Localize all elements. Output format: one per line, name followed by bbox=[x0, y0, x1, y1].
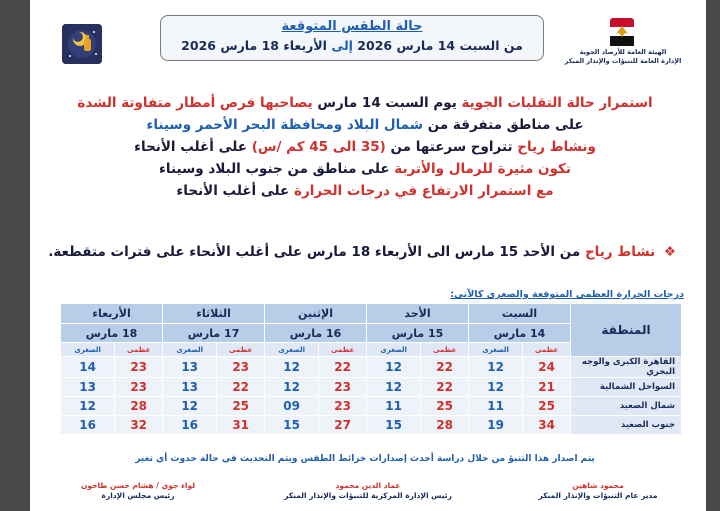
day-date: 18 مارس bbox=[61, 324, 163, 343]
min-temp: 12 bbox=[469, 357, 523, 378]
max-temp: 21 bbox=[523, 378, 571, 397]
table-row bbox=[61, 378, 682, 397]
intro-l4-a: تكون مثيرة للرمال والأتربة bbox=[394, 161, 571, 177]
min-temp: 12 bbox=[163, 397, 217, 416]
max-temp: 22 bbox=[217, 378, 265, 397]
max-temp: 28 bbox=[421, 416, 469, 435]
region-name: شمال الصعيد bbox=[571, 397, 682, 416]
wind-b: من الأحد 15 مارس الى الأربعاء 18 مارس bbox=[306, 244, 581, 260]
region-name: جنوب الصعيد bbox=[571, 416, 682, 435]
intro-line-1 bbox=[40, 92, 690, 114]
forecast-intro bbox=[40, 92, 690, 202]
max-temp: 24 bbox=[523, 357, 571, 378]
forecast-header bbox=[160, 15, 544, 61]
signature-1 bbox=[498, 481, 698, 501]
min-temp: 11 bbox=[367, 397, 421, 416]
max-temp: 25 bbox=[421, 397, 469, 416]
wind-c: على أغلب الأنحاء على فترات متقطعة. bbox=[48, 244, 303, 260]
max-temp: 31 bbox=[217, 416, 265, 435]
max-label: عظمى bbox=[115, 343, 163, 357]
min-temp: 12 bbox=[61, 397, 115, 416]
table-row bbox=[61, 397, 682, 416]
intro-l3-a: ونشاط رياح bbox=[517, 139, 596, 155]
intro-line-4 bbox=[40, 158, 690, 180]
max-temp: 23 bbox=[217, 357, 265, 378]
day-date: 14 مارس bbox=[469, 324, 571, 343]
max-temp: 22 bbox=[421, 357, 469, 378]
dates-to-word: إلى bbox=[331, 38, 353, 53]
max-temp: 23 bbox=[115, 357, 163, 378]
ramadan-lantern-image bbox=[62, 24, 102, 64]
max-temp: 32 bbox=[115, 416, 163, 435]
max-label: عظمى bbox=[421, 343, 469, 357]
max-temp: 25 bbox=[523, 397, 571, 416]
min-temp: 09 bbox=[265, 397, 319, 416]
signature-3-name: لواء جوي / هشام حسن طاحون bbox=[80, 481, 196, 490]
max-temp: 34 bbox=[523, 416, 571, 435]
min-temp: 13 bbox=[163, 357, 217, 378]
forecast-title: حالة الطقس المتوقعة bbox=[281, 19, 423, 34]
intro-line-2 bbox=[40, 114, 690, 136]
signature-2-title: رئيس الإدارة المركزية للتنبؤات والإنذار المبكر bbox=[284, 491, 452, 500]
min-temp: 13 bbox=[163, 378, 217, 397]
intro-l3-c: (35 الى 45 كم /س) bbox=[251, 139, 386, 155]
min-temp: 12 bbox=[469, 378, 523, 397]
signature-3-title: رئيس مجلس الإدارة bbox=[101, 491, 175, 500]
intro-l3-d: على أغلب الأنحاء bbox=[134, 139, 247, 155]
max-label: عظمى bbox=[523, 343, 571, 357]
eagle-emblem-icon bbox=[602, 16, 642, 50]
logo-line1: الهيئة العامة للأرصاد الجوية bbox=[579, 48, 667, 56]
max-temp: 27 bbox=[319, 416, 367, 435]
intro-l5-a: مع استمرار الارتفاع في درجات الحرارة bbox=[293, 183, 554, 199]
temperature-table bbox=[60, 303, 682, 435]
table-row bbox=[61, 416, 682, 435]
ema-logo bbox=[548, 14, 698, 76]
intro-line-5 bbox=[40, 180, 690, 202]
min-temp: 15 bbox=[367, 416, 421, 435]
min-temp: 12 bbox=[367, 378, 421, 397]
max-temp: 25 bbox=[217, 397, 265, 416]
max-label: عظمى bbox=[319, 343, 367, 357]
max-temp: 23 bbox=[319, 397, 367, 416]
table-row bbox=[61, 357, 682, 378]
wind-a: نشاط رياح bbox=[584, 244, 656, 260]
region-name: القاهرة الكبرى والوجه البحري bbox=[571, 357, 682, 378]
region-header: المنطقة bbox=[571, 304, 682, 357]
intro-line-3 bbox=[40, 136, 690, 158]
max-label: عظمى bbox=[217, 343, 265, 357]
signature-2-name: عماد الدين محمود bbox=[335, 481, 401, 490]
min-label: الصغرى bbox=[61, 343, 115, 357]
signature-1-title: مدير عام التنبؤات والإنذار المبكر bbox=[538, 491, 658, 500]
min-temp: 12 bbox=[367, 357, 421, 378]
intro-l1-c: يصاحبها فرص أمطار متفاوتة الشدة bbox=[77, 95, 313, 111]
min-temp: 11 bbox=[469, 397, 523, 416]
min-temp: 12 bbox=[265, 378, 319, 397]
max-temp: 23 bbox=[115, 378, 163, 397]
min-label: الصغرى bbox=[163, 343, 217, 357]
diamond-bullet-icon: ❖ bbox=[663, 244, 676, 260]
max-temp: 22 bbox=[421, 378, 469, 397]
dates-until: الأربعاء 18 مارس 2026 bbox=[181, 38, 327, 53]
day-name: الإثنين bbox=[265, 304, 367, 324]
min-label: الصغرى bbox=[367, 343, 421, 357]
day-name: الأحد bbox=[367, 304, 469, 324]
day-date: 15 مارس bbox=[367, 324, 469, 343]
min-temp: 19 bbox=[469, 416, 523, 435]
intro-l1-b: يوم السبت 14 مارس bbox=[317, 95, 457, 111]
intro-l2-b: شمال البلاد ومحافظة البحر الأحمر وسيناء bbox=[146, 117, 424, 133]
logo-text bbox=[548, 48, 698, 66]
intro-l4-b: على مناطق من جنوب البلاد وسيناء bbox=[159, 161, 390, 177]
min-label: الصغرى bbox=[469, 343, 523, 357]
min-temp: 13 bbox=[61, 378, 115, 397]
table-title: درجات الحرارة العظمى المتوقعة والصغرى كالآتى: bbox=[450, 289, 684, 300]
document-page bbox=[30, 0, 706, 511]
signature-1-name: محمود شاهين bbox=[572, 481, 624, 490]
intro-l3-b: تتراوح سرعتها من bbox=[390, 139, 513, 155]
min-temp: 12 bbox=[265, 357, 319, 378]
day-name: الثلاثاء bbox=[163, 304, 265, 324]
min-temp: 16 bbox=[61, 416, 115, 435]
update-note: يتم اصدار هذا التنبؤ من خلال دراسة أحدث إصدارات خرائط الطقس ويتم التحديث في حالة حدوث أي تغير bbox=[135, 454, 595, 464]
day-date: 17 مارس bbox=[163, 324, 265, 343]
wind-notice bbox=[40, 244, 690, 260]
logo-line2: الإدارة العامة للتنبؤات والإنذار المبكر bbox=[564, 57, 682, 65]
min-temp: 15 bbox=[265, 416, 319, 435]
forecast-dates bbox=[161, 35, 543, 57]
min-temp: 14 bbox=[61, 357, 115, 378]
day-date: 16 مارس bbox=[265, 324, 367, 343]
intro-l2-a: على مناطق متفرقة من bbox=[427, 117, 584, 133]
intro-l1-a: استمرار حالة التقلبات الجوية bbox=[461, 95, 653, 111]
max-temp: 28 bbox=[115, 397, 163, 416]
signature-2 bbox=[268, 481, 468, 501]
day-name: السبت bbox=[469, 304, 571, 324]
min-temp: 16 bbox=[163, 416, 217, 435]
max-temp: 23 bbox=[319, 378, 367, 397]
dates-from: من السبت 14 مارس 2026 bbox=[357, 38, 523, 53]
max-temp: 22 bbox=[319, 357, 367, 378]
signature-3 bbox=[38, 481, 238, 501]
min-label: الصغرى bbox=[265, 343, 319, 357]
region-name: السواحل الشمالية bbox=[571, 378, 682, 397]
intro-l5-b: على أغلب الأنحاء bbox=[176, 183, 290, 199]
day-name: الأربعاء bbox=[61, 304, 163, 324]
